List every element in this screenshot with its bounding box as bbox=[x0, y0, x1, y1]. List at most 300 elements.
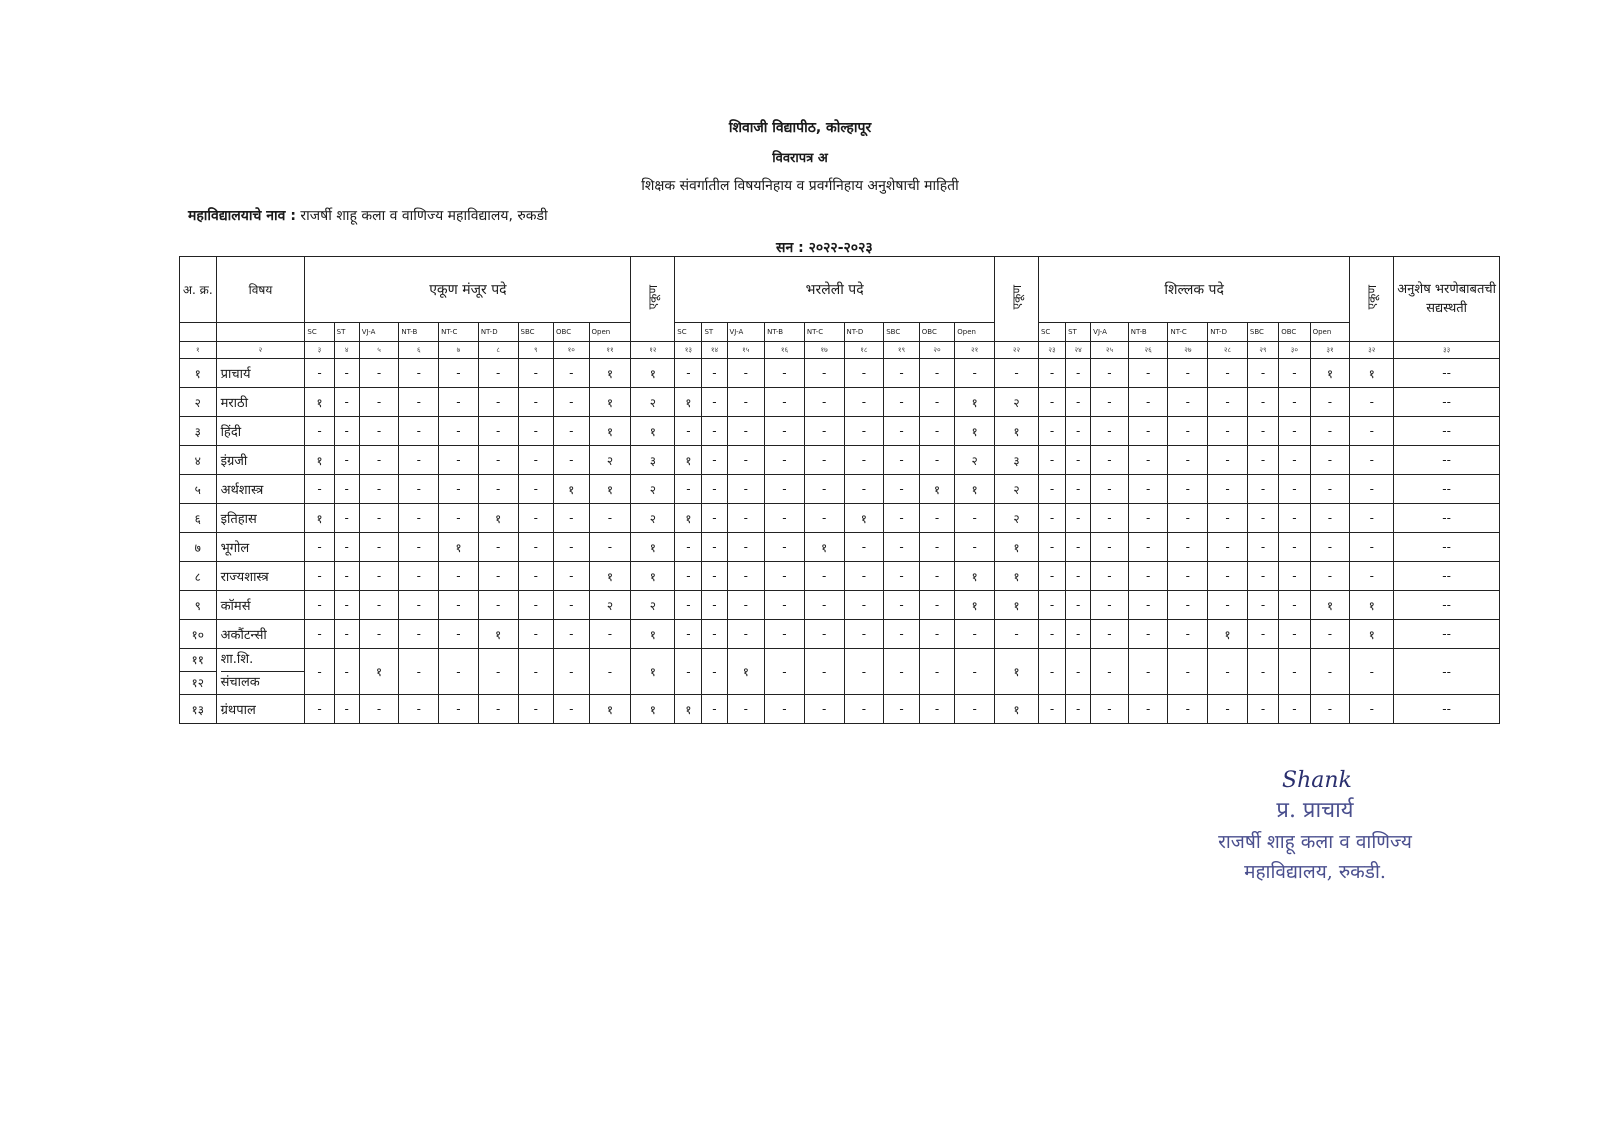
form-title: विवरापत्र अ bbox=[772, 151, 828, 166]
college-line bbox=[188, 206, 548, 225]
table-cell: - bbox=[305, 417, 334, 446]
table-cell: - bbox=[439, 620, 479, 649]
table-cell: - bbox=[1128, 562, 1168, 591]
table-row bbox=[180, 504, 1500, 533]
table-cell: - bbox=[359, 533, 399, 562]
col-sr-header: अ. क्र. bbox=[180, 257, 217, 323]
table-cell: - bbox=[1066, 562, 1091, 591]
column-number: ३३ bbox=[1394, 342, 1500, 359]
table-cell: - bbox=[1350, 649, 1394, 695]
row-subject: इंग्रजी bbox=[216, 446, 305, 475]
category-header: NT-D bbox=[844, 323, 884, 342]
table-cell: १ bbox=[305, 446, 334, 475]
table-cell: १ bbox=[631, 533, 675, 562]
table-cell: - bbox=[518, 562, 554, 591]
table-cell: - bbox=[1247, 388, 1278, 417]
table-cell: १ bbox=[631, 649, 675, 695]
table-cell: - bbox=[478, 695, 518, 724]
table-cell: - bbox=[675, 533, 702, 562]
table-cell: - bbox=[765, 446, 805, 475]
row-sr: १३ bbox=[180, 695, 217, 724]
table-cell: - bbox=[478, 533, 518, 562]
table-cell: - bbox=[884, 475, 920, 504]
table-cell: - bbox=[399, 533, 439, 562]
column-number: २१ bbox=[955, 342, 995, 359]
table-cell: - bbox=[334, 388, 359, 417]
table-cell: १ bbox=[727, 649, 765, 695]
table-cell: - bbox=[1168, 359, 1208, 388]
table-cell: - bbox=[1091, 649, 1129, 695]
table-cell: - bbox=[1279, 504, 1310, 533]
row-subject: ग्रंथपाल bbox=[216, 695, 305, 724]
table-cell: - bbox=[765, 388, 805, 417]
category-header: Open bbox=[589, 323, 631, 342]
table-cell: १ bbox=[631, 620, 675, 649]
row-subject: मराठी bbox=[216, 388, 305, 417]
table-cell: - bbox=[399, 417, 439, 446]
table-cell: - bbox=[1350, 388, 1394, 417]
table-cell: - bbox=[919, 417, 955, 446]
column-number: १४ bbox=[702, 342, 727, 359]
table-cell: - bbox=[1208, 504, 1248, 533]
table-cell: - bbox=[1279, 620, 1310, 649]
table-cell: - bbox=[955, 533, 995, 562]
table-cell: - bbox=[1350, 562, 1394, 591]
table-cell: - bbox=[919, 359, 955, 388]
table-cell: - bbox=[1038, 620, 1065, 649]
table-row bbox=[180, 388, 1500, 417]
table-cell: - bbox=[727, 504, 765, 533]
table-row bbox=[180, 533, 1500, 562]
column-number: ३० bbox=[1279, 342, 1310, 359]
table-cell: - bbox=[1091, 562, 1129, 591]
table-row bbox=[180, 446, 1500, 475]
table-cell: - bbox=[1247, 504, 1278, 533]
table-cell: - bbox=[702, 446, 727, 475]
table-cell: - bbox=[554, 388, 590, 417]
table-cell: -- bbox=[1394, 475, 1500, 504]
table-cell: ३ bbox=[995, 446, 1039, 475]
table-cell: - bbox=[1038, 649, 1065, 695]
table-cell: १ bbox=[631, 695, 675, 724]
table-cell: - bbox=[589, 620, 631, 649]
category-header: ST bbox=[334, 323, 359, 342]
table-cell: - bbox=[1091, 417, 1129, 446]
table-cell: २ bbox=[995, 475, 1039, 504]
document-subtitle: शिक्षक संवर्गातील विषयनिहाय व प्रवर्गनिहाय अनुशेषाची माहिती bbox=[641, 178, 959, 194]
table-cell: - bbox=[478, 388, 518, 417]
table-cell: - bbox=[1091, 359, 1129, 388]
table-cell: - bbox=[334, 504, 359, 533]
table-cell: २ bbox=[631, 475, 675, 504]
table-cell: - bbox=[844, 359, 884, 388]
column-number: ३१ bbox=[1310, 342, 1350, 359]
category-header: NT-C bbox=[439, 323, 479, 342]
table-cell: - bbox=[554, 695, 590, 724]
table-cell: - bbox=[439, 649, 479, 695]
table-cell: - bbox=[1066, 504, 1091, 533]
row-subject: राज्यशास्त्र bbox=[216, 562, 305, 591]
column-number: ३ bbox=[305, 342, 334, 359]
category-header: Open bbox=[955, 323, 995, 342]
table-cell: - bbox=[919, 562, 955, 591]
academic-year: सन : २०२२-२०२३ bbox=[776, 240, 873, 256]
table-cell: -- bbox=[1394, 446, 1500, 475]
category-header: NT-B bbox=[765, 323, 805, 342]
table-cell: - bbox=[518, 388, 554, 417]
table-cell: - bbox=[919, 504, 955, 533]
table-cell: - bbox=[1168, 562, 1208, 591]
table-cell: - bbox=[919, 388, 955, 417]
table-cell: - bbox=[675, 591, 702, 620]
table-cell: - bbox=[955, 504, 995, 533]
table-cell: - bbox=[727, 562, 765, 591]
row-subject: अर्थशास्त्र bbox=[216, 475, 305, 504]
table-row bbox=[180, 649, 1500, 695]
table-cell: - bbox=[884, 359, 920, 388]
table-cell: १ bbox=[955, 417, 995, 446]
table-cell: - bbox=[804, 359, 844, 388]
table-cell: - bbox=[1310, 504, 1350, 533]
category-header: OBC bbox=[1279, 323, 1310, 342]
table-cell: - bbox=[518, 591, 554, 620]
row-sr: २ bbox=[180, 388, 217, 417]
blank-subheader bbox=[180, 323, 217, 342]
table-cell: १ bbox=[995, 562, 1039, 591]
table-cell: - bbox=[1066, 695, 1091, 724]
table-cell: - bbox=[518, 533, 554, 562]
table-cell: - bbox=[399, 388, 439, 417]
row-sr: १ bbox=[180, 359, 217, 388]
column-number: १९ bbox=[884, 342, 920, 359]
table-cell: १ bbox=[1310, 591, 1350, 620]
column-number: ७ bbox=[439, 342, 479, 359]
row-sr bbox=[180, 649, 217, 695]
table-cell: - bbox=[439, 446, 479, 475]
table-cell: - bbox=[1247, 695, 1278, 724]
table-body bbox=[180, 359, 1500, 724]
table-cell: १ bbox=[995, 533, 1039, 562]
table-cell: १ bbox=[675, 388, 702, 417]
row-subject: इतिहास bbox=[216, 504, 305, 533]
table-cell: - bbox=[334, 533, 359, 562]
table-cell: -- bbox=[1394, 533, 1500, 562]
table-cell: - bbox=[439, 388, 479, 417]
table-cell: - bbox=[1350, 504, 1394, 533]
table-cell: - bbox=[359, 417, 399, 446]
table-cell: - bbox=[727, 388, 765, 417]
table-cell: - bbox=[675, 475, 702, 504]
table-cell: - bbox=[334, 359, 359, 388]
row-sr-line: १२ bbox=[191, 676, 205, 690]
table-cell: १ bbox=[675, 504, 702, 533]
table-row bbox=[180, 620, 1500, 649]
table-cell: - bbox=[1310, 446, 1350, 475]
table-cell: - bbox=[1091, 388, 1129, 417]
table-cell: - bbox=[1310, 695, 1350, 724]
table-cell: - bbox=[1066, 649, 1091, 695]
column-number: १३ bbox=[675, 342, 702, 359]
table-cell: - bbox=[804, 504, 844, 533]
table-cell: - bbox=[1247, 359, 1278, 388]
category-header: NT-B bbox=[1128, 323, 1168, 342]
table-cell: - bbox=[359, 359, 399, 388]
table-cell: - bbox=[884, 417, 920, 446]
table-cell: - bbox=[1091, 620, 1129, 649]
category-header: ST bbox=[1066, 323, 1091, 342]
table-cell: - bbox=[1247, 562, 1278, 591]
table-cell: -- bbox=[1394, 562, 1500, 591]
table-cell: - bbox=[305, 533, 334, 562]
table-cell: - bbox=[1208, 591, 1248, 620]
table-cell: १ bbox=[305, 388, 334, 417]
table-cell: - bbox=[1350, 446, 1394, 475]
total-filled-header: एकूण bbox=[995, 257, 1039, 342]
table-cell: - bbox=[1091, 504, 1129, 533]
principal-stamp bbox=[1170, 768, 1460, 884]
table-cell: - bbox=[765, 533, 805, 562]
table-cell: - bbox=[1279, 649, 1310, 695]
table-cell: - bbox=[727, 620, 765, 649]
table-cell: - bbox=[884, 388, 920, 417]
table-cell: - bbox=[334, 695, 359, 724]
table-cell: - bbox=[399, 446, 439, 475]
table-cell: - bbox=[439, 359, 479, 388]
row-subject bbox=[216, 649, 305, 695]
table-cell: - bbox=[765, 475, 805, 504]
table-cell: - bbox=[554, 620, 590, 649]
table-cell: -- bbox=[1394, 591, 1500, 620]
table-cell: - bbox=[554, 359, 590, 388]
table-cell: - bbox=[1208, 475, 1248, 504]
table-cell: - bbox=[589, 649, 631, 695]
row-subject: भूगोल bbox=[216, 533, 305, 562]
group-sanctioned-header: एकूण मंजूर पदे bbox=[305, 257, 631, 323]
table-cell: २ bbox=[589, 446, 631, 475]
table-cell: - bbox=[1247, 620, 1278, 649]
column-number: ११ bbox=[589, 342, 631, 359]
table-cell: - bbox=[804, 562, 844, 591]
table-cell: १ bbox=[478, 620, 518, 649]
column-number: १७ bbox=[804, 342, 844, 359]
table-cell: - bbox=[1310, 620, 1350, 649]
table-cell: २ bbox=[631, 504, 675, 533]
table-cell: - bbox=[359, 446, 399, 475]
table-cell: - bbox=[1038, 504, 1065, 533]
table-cell: १ bbox=[955, 388, 995, 417]
table-cell: - bbox=[1247, 446, 1278, 475]
column-number: २३ bbox=[1038, 342, 1065, 359]
table-cell: - bbox=[1038, 359, 1065, 388]
category-header: SC bbox=[675, 323, 702, 342]
table-cell: - bbox=[1038, 475, 1065, 504]
table-cell: - bbox=[919, 591, 955, 620]
column-number: ९ bbox=[518, 342, 554, 359]
table-cell: - bbox=[702, 649, 727, 695]
total-sanctioned-header: एकूण bbox=[631, 257, 675, 342]
table-cell: - bbox=[1310, 533, 1350, 562]
table-cell: - bbox=[518, 504, 554, 533]
table-cell: १ bbox=[675, 695, 702, 724]
table-cell: - bbox=[334, 562, 359, 591]
row-subject-line: संचालक bbox=[220, 675, 260, 690]
table-cell: - bbox=[765, 359, 805, 388]
table-cell: - bbox=[884, 562, 920, 591]
table-cell: - bbox=[955, 695, 995, 724]
table-cell: १ bbox=[439, 533, 479, 562]
table-cell: - bbox=[1128, 591, 1168, 620]
table-cell: १ bbox=[844, 504, 884, 533]
column-number: १५ bbox=[727, 342, 765, 359]
table-cell: - bbox=[1279, 417, 1310, 446]
table-cell: - bbox=[439, 417, 479, 446]
table-cell: - bbox=[919, 620, 955, 649]
vacancy-table bbox=[179, 256, 1500, 724]
table-cell: १ bbox=[1350, 620, 1394, 649]
table-cell: - bbox=[995, 620, 1039, 649]
table-cell: १ bbox=[1310, 359, 1350, 388]
table-cell: - bbox=[727, 417, 765, 446]
table-cell: - bbox=[1279, 591, 1310, 620]
table-cell: - bbox=[1208, 417, 1248, 446]
table-cell: - bbox=[702, 504, 727, 533]
table-cell: - bbox=[727, 475, 765, 504]
group-filled-header: भरलेली पदे bbox=[675, 257, 995, 323]
table-cell: - bbox=[589, 504, 631, 533]
table-cell: १ bbox=[589, 388, 631, 417]
table-cell: - bbox=[702, 562, 727, 591]
table-cell: - bbox=[399, 504, 439, 533]
table-cell: - bbox=[554, 533, 590, 562]
table-cell: - bbox=[1310, 475, 1350, 504]
column-number: २७ bbox=[1168, 342, 1208, 359]
table-cell: - bbox=[334, 649, 359, 695]
row-subject: हिंदी bbox=[216, 417, 305, 446]
table-cell: - bbox=[305, 562, 334, 591]
category-header: NT-B bbox=[399, 323, 439, 342]
table-cell: - bbox=[1208, 533, 1248, 562]
table-cell: १ bbox=[589, 475, 631, 504]
row-sr: ५ bbox=[180, 475, 217, 504]
table-cell: - bbox=[727, 591, 765, 620]
column-number: ३२ bbox=[1350, 342, 1394, 359]
table-cell: - bbox=[1128, 504, 1168, 533]
row-subject-line: शा.शि. bbox=[221, 649, 305, 672]
column-number: १० bbox=[554, 342, 590, 359]
column-number: ६ bbox=[399, 342, 439, 359]
table-cell: - bbox=[478, 446, 518, 475]
table-cell: - bbox=[702, 620, 727, 649]
table-cell: - bbox=[675, 359, 702, 388]
table-cell: १ bbox=[359, 649, 399, 695]
table-cell: - bbox=[1091, 446, 1129, 475]
table-cell: - bbox=[844, 620, 884, 649]
table-cell: - bbox=[1091, 475, 1129, 504]
table-cell: - bbox=[1310, 417, 1350, 446]
table-cell: - bbox=[478, 359, 518, 388]
table-cell: १ bbox=[305, 504, 334, 533]
col-subject-header: विषय bbox=[216, 257, 305, 323]
table-row bbox=[180, 475, 1500, 504]
category-header: SBC bbox=[518, 323, 554, 342]
table-cell: - bbox=[1091, 591, 1129, 620]
table-cell: - bbox=[1128, 475, 1168, 504]
table-cell: - bbox=[1168, 620, 1208, 649]
table-cell: - bbox=[702, 417, 727, 446]
table-cell: - bbox=[919, 649, 955, 695]
signature: Shank bbox=[1282, 768, 1352, 793]
table-cell: - bbox=[844, 475, 884, 504]
table-cell: - bbox=[884, 620, 920, 649]
table-cell: १ bbox=[1350, 591, 1394, 620]
stamp-title: प्र. प्राचार्य bbox=[1276, 798, 1354, 823]
row-subject: अकौंटन्सी bbox=[216, 620, 305, 649]
column-number: ४ bbox=[334, 342, 359, 359]
table-cell: - bbox=[554, 562, 590, 591]
table-cell: - bbox=[334, 475, 359, 504]
table-cell: - bbox=[765, 620, 805, 649]
table-cell: - bbox=[399, 695, 439, 724]
table-cell: - bbox=[554, 446, 590, 475]
table-cell: - bbox=[1038, 533, 1065, 562]
category-header: OBC bbox=[919, 323, 955, 342]
table-cell: - bbox=[1038, 591, 1065, 620]
table-cell: - bbox=[844, 446, 884, 475]
table-cell: -- bbox=[1394, 649, 1500, 695]
column-number: २४ bbox=[1066, 342, 1091, 359]
table-cell: - bbox=[727, 695, 765, 724]
table-cell: - bbox=[1128, 446, 1168, 475]
table-cell: - bbox=[1128, 649, 1168, 695]
table-cell: १ bbox=[589, 695, 631, 724]
table-cell: - bbox=[439, 695, 479, 724]
table-cell: - bbox=[1247, 533, 1278, 562]
table-cell: - bbox=[804, 417, 844, 446]
row-sr: १० bbox=[180, 620, 217, 649]
table-cell: - bbox=[1066, 591, 1091, 620]
table-cell: १ bbox=[995, 417, 1039, 446]
table-cell: - bbox=[439, 475, 479, 504]
column-number: २० bbox=[919, 342, 955, 359]
row-sr-line: ११ bbox=[180, 649, 216, 672]
table-cell: - bbox=[804, 388, 844, 417]
table-cell: - bbox=[305, 649, 334, 695]
table-cell: - bbox=[995, 359, 1039, 388]
category-header: ST bbox=[702, 323, 727, 342]
table-cell: - bbox=[1066, 388, 1091, 417]
table-cell: - bbox=[1128, 359, 1168, 388]
table-cell: - bbox=[399, 475, 439, 504]
table-cell: - bbox=[1310, 562, 1350, 591]
table-cell: १ bbox=[955, 562, 995, 591]
table-cell: - bbox=[1208, 562, 1248, 591]
table-cell: - bbox=[359, 591, 399, 620]
table-cell: - bbox=[359, 504, 399, 533]
table-cell: - bbox=[844, 388, 884, 417]
table-cell: २ bbox=[995, 504, 1039, 533]
table-cell: १ bbox=[1350, 359, 1394, 388]
table-cell: - bbox=[1066, 446, 1091, 475]
table-cell: १ bbox=[955, 591, 995, 620]
university-title: शिवाजी विद्यापीठ, कोल्हापूर bbox=[728, 120, 872, 136]
table-cell: - bbox=[844, 591, 884, 620]
table-cell: - bbox=[727, 533, 765, 562]
table-cell: १ bbox=[589, 359, 631, 388]
category-header: Open bbox=[1310, 323, 1350, 342]
table-cell: - bbox=[1279, 562, 1310, 591]
table-cell: - bbox=[1350, 475, 1394, 504]
table-cell: - bbox=[727, 359, 765, 388]
